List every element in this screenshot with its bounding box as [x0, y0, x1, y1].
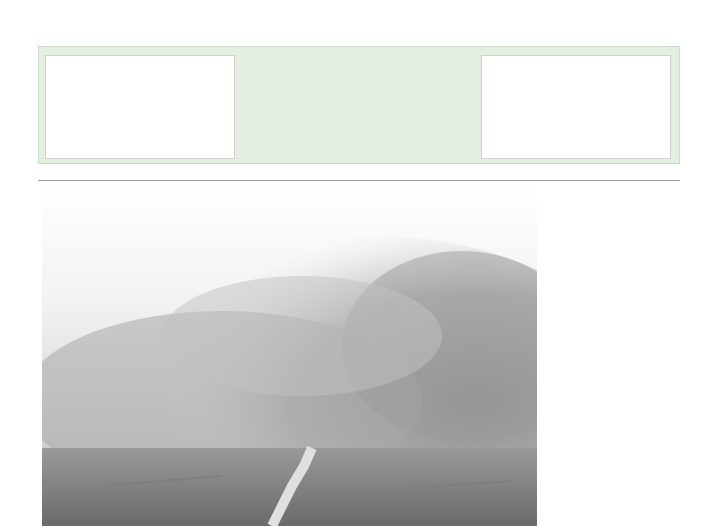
masthead-left-box[interactable] [45, 55, 235, 159]
sidebar-headlines [542, 186, 680, 526]
lead-story[interactable] [42, 186, 537, 526]
masthead [38, 46, 680, 164]
issue-info-bar [38, 164, 680, 181]
masthead-right-box[interactable] [481, 55, 671, 159]
newspaper-logo [239, 51, 489, 161]
dust-storm-photo [42, 186, 537, 526]
newspaper-front-page [38, 46, 680, 526]
